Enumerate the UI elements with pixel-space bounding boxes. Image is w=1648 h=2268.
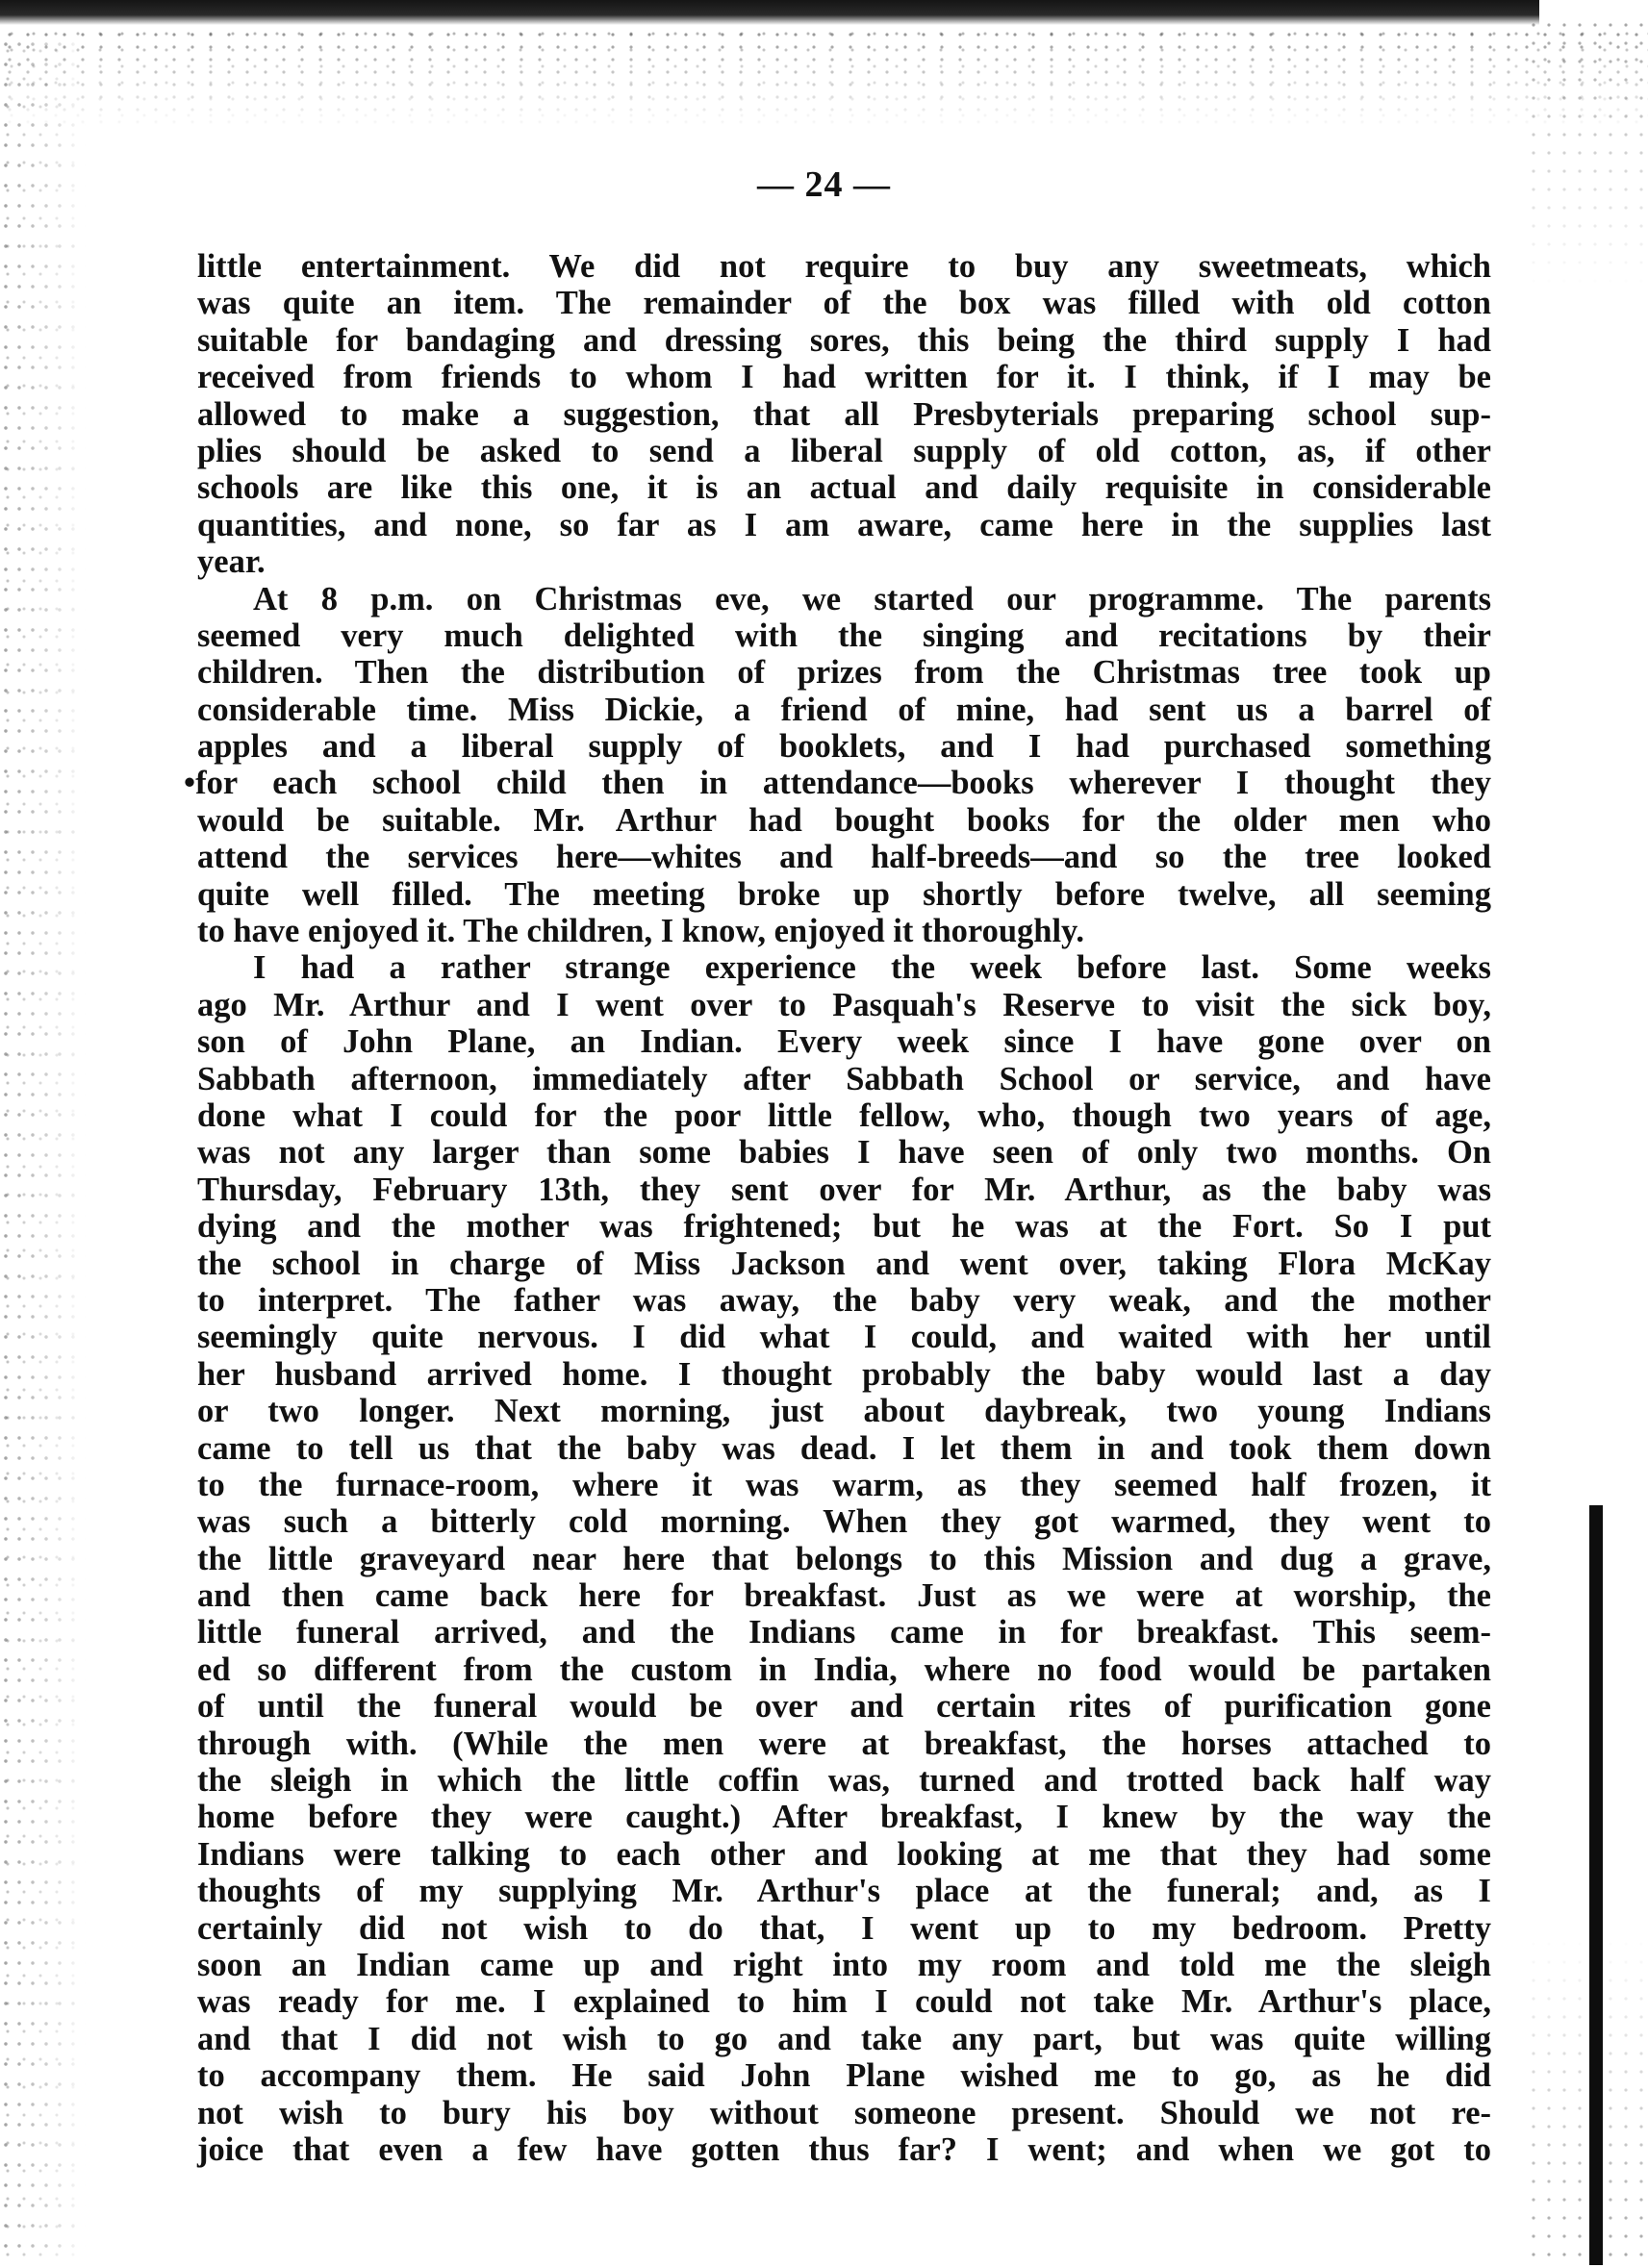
text-line: through with. (While the men were at breakfast, the horses attached to xyxy=(197,1725,1491,1762)
scan-right-speckle xyxy=(1528,19,1648,2268)
text-line: •for each school child then in attendance—books wherever I thought they xyxy=(184,765,1491,802)
text-line: the school in charge of Miss Jackson and went over, taking Flora McKay xyxy=(197,1245,1491,1282)
text-line: ago Mr. Arthur and I went over to Pasquah's Reserve to visit the sick boy, xyxy=(197,986,1491,1023)
text-line: was ready for me. I explained to him I could not take Mr. Arthur's place, xyxy=(197,1983,1491,2021)
text-line: the little graveyard near here that belongs to this Mission and dug a grave, xyxy=(197,1540,1491,1577)
body-text xyxy=(184,248,1491,2168)
text-line: little funeral arrived, and the Indians came in for breakfast. This seem- xyxy=(197,1614,1491,1651)
text-line: and that I did not wish to go and take any part, but was quite willing xyxy=(197,2020,1491,2057)
text-line: was not any larger than some babies I have seen of only two months. On xyxy=(197,1134,1491,1172)
scan-top-border xyxy=(0,0,1539,25)
text-line: Sabbath afternoon, immediately after Sabbath School or service, and have xyxy=(197,1060,1491,1097)
page-number-header: — 24 — xyxy=(757,164,891,205)
text-line: joice that even a few have gotten thus far? I went; and when we got to xyxy=(197,2130,1491,2168)
text-line: year. xyxy=(197,543,266,581)
text-line: seemingly quite nervous. I did what I could, and waited with her until xyxy=(197,1319,1491,1356)
text-line: to interpret. The father was away, the baby very weak, and the mother xyxy=(197,1281,1491,1319)
text-line: considerable time. Miss Dickie, a friend of mine, had sent us a barrel of xyxy=(197,691,1491,728)
text-line: ed so different from the custom in India, where no food would be partaken xyxy=(197,1651,1491,1688)
scan-top-speckle xyxy=(0,25,1648,131)
text-line: children. Then the distribution of prizes from the Christmas tree took up xyxy=(197,654,1491,692)
text-line: Indians were talking to each other and looking at me that they had some xyxy=(197,1835,1491,1873)
text-line: plies should be asked to send a liberal supply of old cotton, as, if other xyxy=(197,432,1491,469)
text-line: not wish to bury his boy without someone present. Should we not re- xyxy=(197,2094,1491,2131)
text-line: to accompany them. He said John Plane wished me to go, as he did xyxy=(197,2057,1491,2095)
text-line: I had a rather strange experience the week before last. Some weeks xyxy=(253,949,1491,987)
text-line: suitable for bandaging and dressing sores, this being the third supply I had xyxy=(197,321,1491,359)
text-line: certainly did not wish to do that, I went up to my bedroom. Pretty xyxy=(197,1909,1491,1947)
text-line: seemed very much delighted with the singing and recitations by their xyxy=(197,617,1491,654)
text-line: son of John Plane, an Indian. Every week since I have gone over on xyxy=(197,1023,1491,1061)
text-line: and then came back here for breakfast. Just as we were at worship, the xyxy=(197,1577,1491,1615)
text-line: received from friends to whom I had written for it. I think, if I may be xyxy=(197,359,1491,396)
text-line: Thursday, February 13th, they sent over for Mr. Arthur, as the baby was xyxy=(197,1171,1491,1208)
text-line: came to tell us that the baby was dead. I let them in and took them down xyxy=(197,1429,1491,1467)
text-line: the sleigh in which the little coffin was, turned and trotted back half way xyxy=(197,1762,1491,1800)
text-line: quite well filled. The meeting broke up shortly before twelve, all seeming xyxy=(197,875,1491,913)
text-line: was such a bitterly cold morning. When they got warmed, they went to xyxy=(197,1503,1491,1541)
text-line: At 8 p.m. on Christmas eve, we started our programme. The parents xyxy=(253,580,1491,617)
text-line: done what I could for the poor little fellow, who, though two years of age, xyxy=(197,1096,1491,1134)
text-line: apples and a liberal supply of booklets, and I had purchased something xyxy=(197,728,1491,766)
scan-left-speckle xyxy=(0,38,87,2260)
text-line: soon an Indian came up and right into my room and told me the sleigh xyxy=(197,1946,1491,1983)
text-line: schools are like this one, it is an actual and daily requisite in considerable xyxy=(197,469,1491,507)
text-line: thoughts of my supplying Mr. Arthur's place at the funeral; and, as I xyxy=(197,1873,1491,1910)
text-line: quantities, and none, so far as I am aware, came here in the supplies last xyxy=(197,506,1491,543)
text-line: little entertainment. We did not require to buy any sweetmeats, which xyxy=(197,248,1491,285)
scan-right-edge-bar xyxy=(1589,1505,1603,2265)
text-line: was quite an item. The remainder of the box was filled with old cotton xyxy=(197,285,1491,322)
text-line: would be suitable. Mr. Arthur had bought books for the older men who xyxy=(197,801,1491,839)
text-line: of until the funeral would be over and certain rites of purification gone xyxy=(197,1688,1491,1726)
text-line: or two longer. Next morning, just about daybreak, two young Indians xyxy=(197,1393,1491,1430)
text-line: to the furnace-room, where it was warm, as they seemed half frozen, it xyxy=(197,1466,1491,1503)
text-line: allowed to make a suggestion, that all Presbyterials preparing school sup- xyxy=(197,395,1491,433)
text-line: attend the services here—whites and half-breeds—and so the tree looked xyxy=(197,839,1491,876)
text-line: home before they were caught.) After breakfast, I knew by the way the xyxy=(197,1799,1491,1836)
text-line: her husband arrived home. I thought probably the baby would last a day xyxy=(197,1355,1491,1393)
text-line: to have enjoyed it. The children, I know, enjoyed it thoroughly. xyxy=(197,913,1085,950)
text-line: dying and the mother was frightened; but he was at the Fort. So I put xyxy=(197,1208,1491,1246)
